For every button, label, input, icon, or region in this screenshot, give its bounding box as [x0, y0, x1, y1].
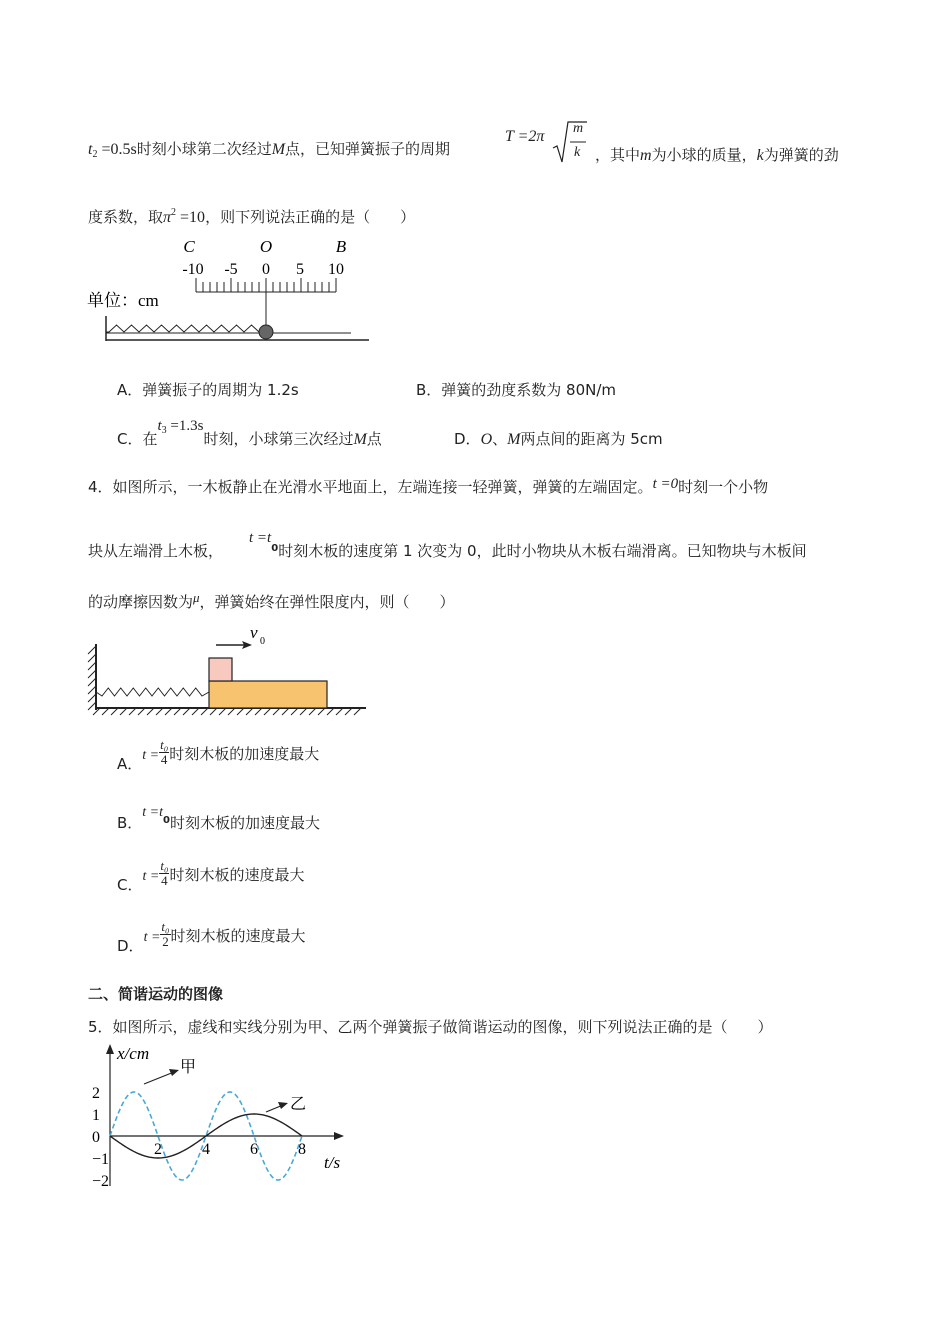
jia-pointer: [144, 1072, 174, 1084]
yi-arrow-icon: [278, 1102, 288, 1109]
q4-line1: [88, 476, 768, 497]
q4-text: 时刻一个小物: [678, 478, 769, 496]
option-text: 时刻木板的速度最大: [169, 866, 305, 884]
hatch-line: [138, 708, 145, 715]
floor-hatch: [93, 708, 361, 715]
tick-label: 0: [262, 261, 270, 278]
option-label: C．: [117, 876, 143, 894]
pi-symbol: π: [163, 209, 172, 226]
option-text: 两点间的距离为 5cm: [520, 430, 663, 448]
hatch-line: [102, 708, 109, 715]
hatch-line: [246, 708, 253, 715]
q4-option-B[interactable]: [117, 796, 320, 836]
q4-text: ，弹簧始终在弹性限度内，则（ ）: [199, 593, 455, 611]
hatch-line: [183, 708, 190, 715]
option-label: D．: [454, 430, 481, 448]
v-label: v: [250, 623, 258, 642]
t2-sub: 2: [92, 149, 98, 160]
M-symbol: M: [271, 141, 286, 158]
unit-label: 单位：cm: [87, 291, 159, 310]
q3-text-e: 为弹簧的劲: [763, 146, 839, 164]
q3-line2: [88, 206, 415, 227]
option-label: D．: [117, 937, 144, 955]
option-text: 时刻木板的速度最大: [170, 927, 306, 945]
tick-label: -10: [182, 261, 204, 278]
sep: 、: [492, 430, 508, 448]
x-arrow-icon: [334, 1132, 344, 1140]
v-sub: 0: [260, 636, 265, 647]
t0-sub: 0: [163, 815, 170, 826]
x-tick-label: 6: [250, 1141, 258, 1158]
x-axis-label: t/s: [324, 1153, 341, 1172]
frac-num: t₀: [161, 919, 170, 934]
label-O: O: [259, 237, 273, 256]
formula-T: T =2π: [505, 128, 545, 145]
wooden-board: [209, 681, 327, 708]
option-text: 时刻木板的加速度最大: [169, 745, 320, 763]
hatch-line: [255, 708, 262, 715]
q3-option-C[interactable]: [117, 416, 382, 446]
frac-num: t₀: [160, 737, 169, 752]
hatch-line: [111, 708, 118, 715]
hatch-line: [345, 708, 352, 715]
q3-line2-b: ，则下列说法正确的是（ ）: [205, 208, 416, 226]
hatch-line: [88, 694, 96, 702]
t3-symbol: t: [157, 418, 162, 434]
hatch-line: [88, 662, 96, 670]
fraction: [159, 738, 169, 767]
q3-text-d: 为小球的质量，: [651, 146, 757, 164]
wall-hatch: [88, 646, 96, 710]
fraction: [159, 859, 169, 888]
frac-den: 4: [161, 873, 168, 888]
option-text: 点: [366, 430, 382, 448]
q3-text-b: 点，已知弹簧振子的周期: [285, 140, 451, 158]
hatch-line: [354, 708, 361, 715]
option-text: A．弹簧振子的周期为 1.2s: [117, 381, 299, 399]
t-eq: t =: [143, 930, 161, 945]
hatch-line: [327, 708, 334, 715]
hatch-line: [201, 708, 208, 715]
O-symbol: O: [480, 431, 493, 448]
y-tick-label: −2: [92, 1173, 110, 1190]
y-tick-label: −1: [92, 1151, 110, 1168]
fraction: [160, 920, 170, 949]
y-tick-label: 2: [92, 1085, 100, 1102]
M-symbol: M: [507, 431, 521, 448]
series-jia-label: 甲: [180, 1059, 197, 1076]
hatch-line: [192, 708, 199, 715]
q4-line2: [88, 530, 807, 562]
q4-text: 块从左端滑上木板，: [88, 542, 224, 560]
jia-arrow-icon: [169, 1069, 179, 1076]
q4-option-C[interactable]: [117, 859, 304, 899]
hatch-line: [273, 708, 280, 715]
q4-text: 4．如图所示，一木板静止在光滑水平地面上，左端连接一轻弹簧，弹簧的左端固定。: [88, 478, 653, 496]
q3-text-a: 时刻小球第二次经过: [136, 140, 272, 158]
sqrt-sign: [551, 120, 591, 166]
option-text: B．弹簧的劲度系数为 80N/m: [416, 381, 617, 399]
M-symbol: M: [353, 431, 367, 448]
hatch-line: [165, 708, 172, 715]
t0-sub: 0: [271, 543, 279, 554]
hatch-line: [156, 708, 163, 715]
x-tick-label: 8: [298, 1141, 306, 1158]
q3-option-A[interactable]: [117, 379, 299, 400]
spring: [106, 325, 261, 332]
ruler: [196, 278, 336, 292]
t2-value: =0.5s: [97, 141, 137, 158]
label-C: C: [183, 237, 195, 256]
hatch-line: [300, 708, 307, 715]
q3-option-D[interactable]: [454, 428, 663, 449]
y-axis-label: x/cm: [117, 1044, 150, 1063]
hatch-line: [88, 646, 96, 654]
hatch-line: [88, 678, 96, 686]
series-yi-label: 乙: [290, 1096, 307, 1113]
hatch-line: [88, 654, 96, 662]
t3-sub: 3: [161, 425, 167, 436]
option-text: 时刻木板的加速度最大: [170, 814, 321, 832]
hatch-line: [228, 708, 235, 715]
hatch-line: [210, 708, 217, 715]
hatch-line: [88, 702, 96, 710]
q4-line3: [88, 591, 455, 612]
q3-line1: [88, 138, 450, 174]
formula-num: m: [573, 121, 584, 136]
hatch-line: [318, 708, 325, 715]
y-tick-label: 0: [92, 1129, 100, 1146]
t3-value: =1.3s: [166, 418, 204, 434]
hatch-line: [282, 708, 289, 715]
q4-option-D[interactable]: [117, 920, 306, 960]
frac-den: 2: [162, 934, 169, 949]
t-eq-0: t =0: [652, 476, 679, 492]
q3-line2-a: 度系数，取: [88, 208, 164, 226]
option-label: A．: [117, 755, 143, 773]
hatch-line: [88, 686, 96, 694]
hatch-line: [309, 708, 316, 715]
tick-label: 10: [328, 261, 344, 278]
t-eq: t =: [142, 869, 160, 884]
hatch-line: [291, 708, 298, 715]
chart-ticks: [92, 1085, 306, 1190]
q4-option-A[interactable]: [117, 738, 319, 778]
frac-num: t₀: [160, 858, 169, 873]
section-title: 二、简谐运动的图像: [88, 985, 224, 1003]
y-arrow-icon: [106, 1044, 114, 1054]
x-tick-label: 2: [154, 1141, 162, 1158]
tick-label: -5: [224, 261, 238, 278]
t-eq-t0: t =t: [142, 805, 164, 820]
k-symbol: k: [756, 147, 764, 164]
option-text: 时刻，小球第三次经过: [203, 430, 354, 448]
q3-text-c: ，其中: [595, 146, 641, 164]
small-block: [209, 658, 232, 681]
q5-text: 5．如图所示，虚线和实线分别为甲、乙两个弹簧振子做简谐运动的图像，则下列说法正确的是（ ）: [88, 1018, 773, 1036]
q3-option-B[interactable]: [416, 379, 616, 400]
y-tick-label: 1: [92, 1107, 100, 1124]
q4-text: 的动摩擦因数为: [88, 593, 194, 611]
t-eq: t =: [142, 748, 160, 763]
hatch-line: [147, 708, 154, 715]
spring: [96, 688, 209, 696]
q3-line1-tail: [595, 144, 839, 165]
hatch-line: [336, 708, 343, 715]
hatch-line: [264, 708, 271, 715]
formula-den: k: [574, 145, 581, 160]
t-eq-t0: t =t: [249, 530, 272, 546]
block-board-figure: [82, 622, 372, 720]
spring-ruler-figure: [85, 234, 385, 344]
tick-label: 5: [296, 261, 304, 278]
pi-value: =10: [176, 209, 206, 226]
label-B: B: [335, 237, 347, 256]
hatch-line: [237, 708, 244, 715]
hatch-line: [129, 708, 136, 715]
hatch-line: [88, 670, 96, 678]
period-formula: [505, 120, 595, 170]
option-label: C．在: [117, 430, 158, 448]
shm-chart: [80, 1042, 350, 1192]
hatch-line: [219, 708, 226, 715]
option-label: B．: [117, 814, 143, 832]
frac-den: 4: [160, 752, 168, 767]
m-symbol: m: [640, 147, 652, 164]
pi-sup: 2: [171, 207, 177, 218]
hatch-line: [120, 708, 127, 715]
hatch-line: [174, 708, 181, 715]
mu-symbol: μ: [193, 590, 200, 605]
x-tick-label: 4: [202, 1141, 210, 1158]
t2-symbol: t: [88, 141, 93, 158]
ball: [259, 325, 273, 339]
q4-text: 时刻木板的速度第 1 次变为 0，此时小物块从木板右端滑离。已知物块与木板间: [278, 542, 807, 560]
